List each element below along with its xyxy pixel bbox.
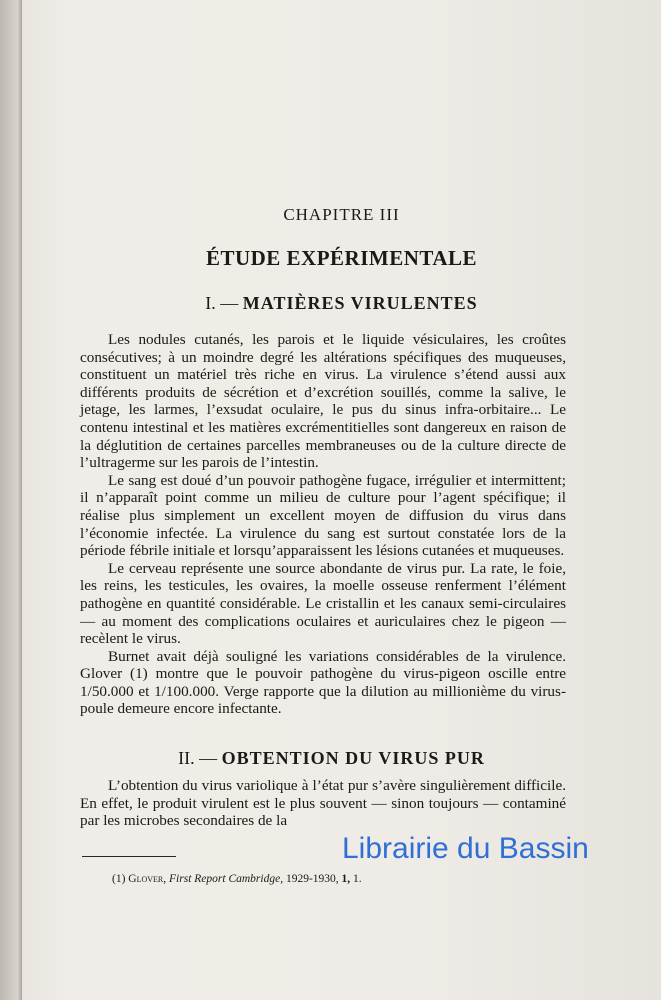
footnote-page: 1.: [353, 873, 362, 885]
section-title: OBTENTION DU VIRUS PUR: [221, 748, 485, 768]
section-title: MATIÈRES VIRULENTES: [242, 293, 478, 313]
section-heading-2: [12, 748, 651, 769]
book-page: [22, 0, 661, 1000]
footnote-years: 1929-1930,: [285, 873, 339, 885]
paragraph: L’obtention du virus variolique à l’état pur s’avère singulièrement difficile. En effet, le produit virulent est le plus souvent — sinon toujours — contaminé par les microbes secondaires de la: [80, 777, 566, 830]
paragraph: Le cerveau représente une source abondante de virus pur. La rate, le foie, les reins, les testicules, les ovaires, la moelle osseuse renferment l’élément pathogène en quantité considérable. Le cristallin et les canaux semi-circulaires — au moment des complications oculaires et auriculaires chez le pigeon — recèlent le virus.: [80, 559, 566, 648]
footnote-volume: 1,: [341, 873, 351, 885]
chapter-title: ÉTUDE EXPÉRIMENTALE: [205, 246, 478, 270]
footnote-marker: (1): [112, 873, 126, 885]
footnote-work: First Report Cambridge,: [169, 873, 284, 885]
watermark-text: Librairie du Bassin: [342, 832, 589, 865]
footnote: [112, 873, 362, 885]
section-body-1: [80, 331, 566, 718]
paragraph: Le sang est doué d’un pouvoir pathogène fugace, irrégulier et intermittent; il n’apparaît point comme un milieu de culture pour l’agent spécifique; il réalise plus simplement un excellent moyen de diffusion du virus dans l’économie infectée. La virulence du sang est surtout constatée lors de la période fébrile initiale et lorsqu’apparaissent les lésions cutanées et muqueuses.: [80, 471, 566, 560]
paragraph: Burnet avait déjà souligné les variations considérables de la virulence. Glover (1) montre que le pouvoir pathogène du virus-pigeon oscille entre 1/50.000 et 1/100.000. Verge rapporte que la dilution au millionième du virus-poule demeure encore infectante.: [80, 647, 566, 718]
section-body-2: [80, 777, 566, 830]
section-number: I. —: [205, 293, 239, 313]
chapter-label: CHAPITRE III: [283, 205, 400, 224]
footnote-author: Glover,: [128, 873, 167, 885]
section-heading-1: [22, 293, 661, 314]
previous-page-edge: [0, 0, 23, 1000]
section-number: II. —: [178, 748, 218, 768]
paragraph: Les nodules cutanés, les parois et le liquide vésiculaires, les croûtes consécutives; à un moindre degré les altérations spécifiques des muqueuses, constituent un matériel très riche en virus. La virulence s’étend aussi aux différents produits de sécrétion et d’excrétion souillés, comme la salive, le jetage, les larmes, l’exsudat oculaire, le pus du sinus infra-orbitaire... Le contenu intestinal et les matières excrémentitielles sont dangereux en raison de la déglutition de certaines parcelles membraneuses ou de la culture directe de l’ultragerme sur les parois de l’intestin.: [80, 331, 566, 472]
footnote-divider: [82, 856, 176, 857]
